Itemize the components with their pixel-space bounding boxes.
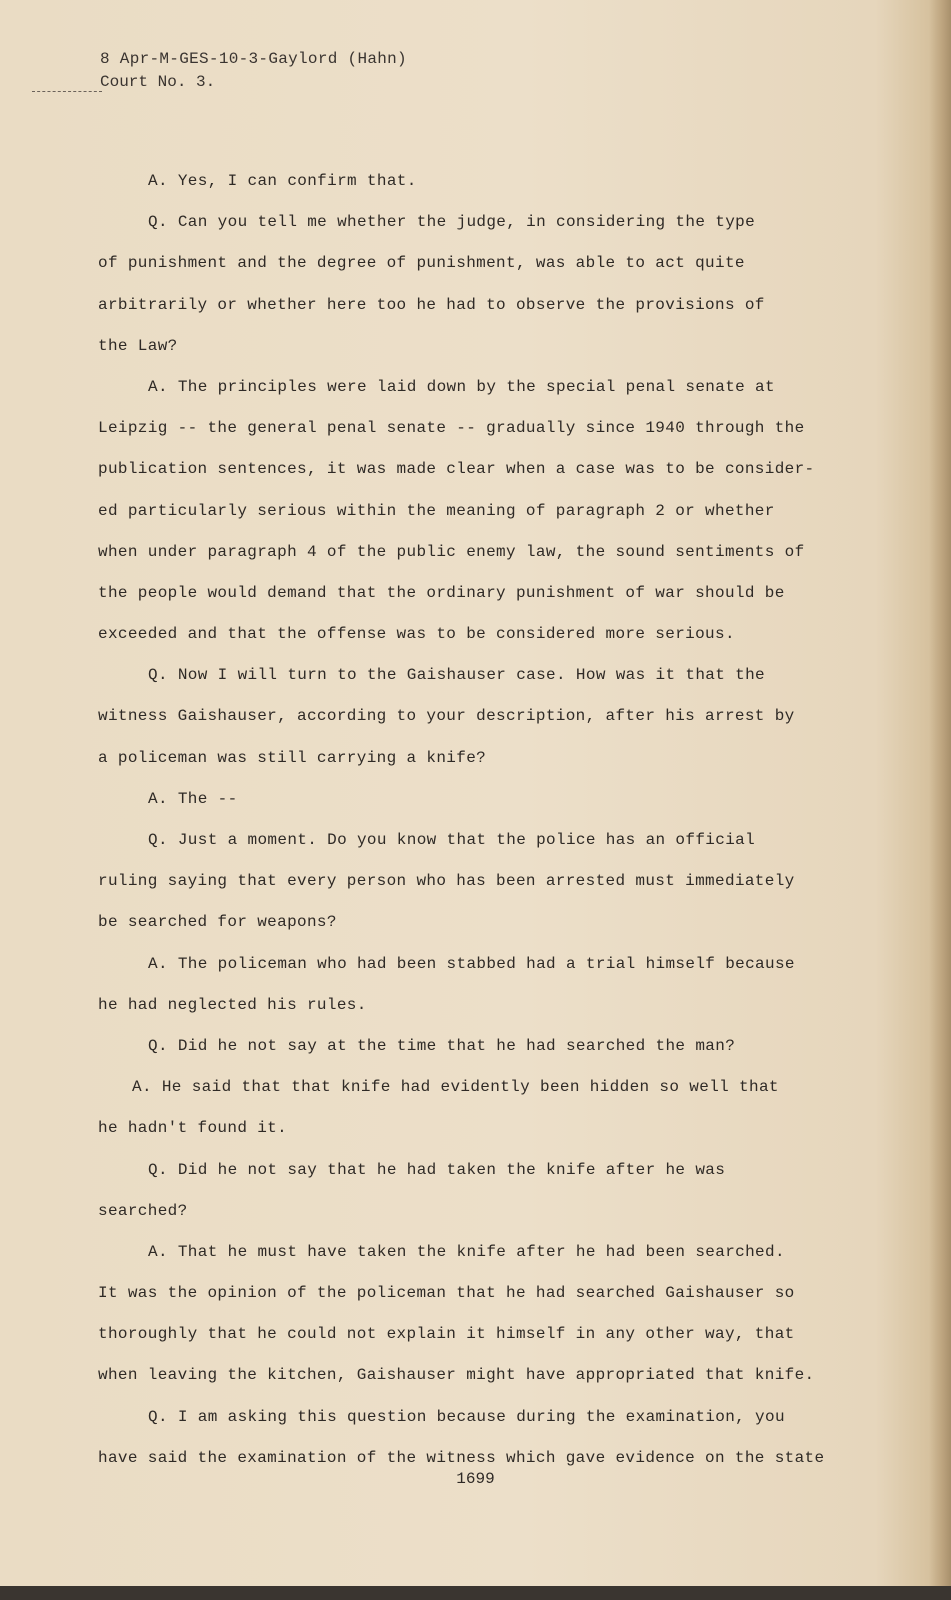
- transcript-line: It was the opinion of the policeman that he had searched Gaishauser so: [98, 1284, 795, 1303]
- transcript-line: publication sentences, it was made clear when a case was to be consider-: [98, 460, 815, 479]
- transcript-line: have said the examination of the witness which gave evidence on the state: [98, 1448, 825, 1467]
- transcript-line: ruling saying that every person who has been arrested must immediately: [98, 872, 795, 891]
- transcript-line: A. That he must have taken the knife after he had been searched.: [148, 1242, 785, 1261]
- transcript-line: A. Yes, I can confirm that.: [148, 172, 417, 190]
- transcript-line: he had neglected his rules.: [98, 995, 367, 1014]
- transcript-line: he hadn't found it.: [98, 1119, 288, 1138]
- transcript-line: witness Gaishauser, according to your description, after his arrest by: [98, 707, 795, 726]
- page-edge-shadow: [929, 0, 951, 1600]
- transcript-line: Q. I am asking this question because during the examination, you: [148, 1407, 785, 1426]
- transcript-line: thoroughly that he could not explain it himself in any other way, that: [98, 1325, 795, 1344]
- transcript-line: A. The principles were laid down by the special penal senate at: [148, 377, 775, 396]
- transcript-line: A. He said that that knife had evidently been hidden so well that: [132, 1078, 779, 1097]
- transcript-line: when under paragraph 4 of the public enemy law, the sound sentiments of: [98, 542, 805, 561]
- transcript-line: ed particularly serious within the meaning of paragraph 2 or whether: [98, 501, 775, 520]
- scan-bottom-border: [0, 1586, 951, 1600]
- transcript-line: exceeded and that the offense was to be considered more serious.: [98, 625, 735, 644]
- transcript-body: [98, 161, 840, 1479]
- transcript-line: a policeman was still carrying a knife?: [98, 748, 487, 767]
- transcript-line: Q. Can you tell me whether the judge, in considering the type: [148, 213, 756, 232]
- transcript-line: searched?: [98, 1201, 188, 1220]
- transcript-line: Q. Just a moment. Do you know that the police has an official: [148, 831, 756, 849]
- transcript-line: Q. Did he not say that he had taken the knife after he was: [148, 1160, 726, 1179]
- transcript-line: Q. Did he not say at the time that he had searched the man?: [148, 1036, 736, 1055]
- document-header-line2: Court No. 3.: [100, 73, 216, 91]
- transcript-line: A. The --: [148, 789, 238, 808]
- document-header-line1: 8 Apr-M-GES-10-3-Gaylord (Hahn): [100, 50, 407, 68]
- transcript-line: be searched for weapons?: [98, 913, 337, 932]
- transcript-line: the people would demand that the ordinary punishment of war should be: [98, 583, 785, 602]
- transcript-line: Leipzig -- the general penal senate -- gradually since 1940 through the: [98, 419, 805, 438]
- transcript-line: of punishment and the degree of punishment, was able to act quite: [98, 254, 745, 273]
- transcript-line: when leaving the kitchen, Gaishauser might have appropriated that knife.: [98, 1366, 815, 1385]
- transcript-line: Q. Now I will turn to the Gaishauser case. How was it that the: [148, 666, 765, 685]
- page-number: 1699: [456, 1470, 495, 1488]
- transcript-line: the Law?: [98, 336, 178, 355]
- header-dash-rule: [32, 91, 102, 92]
- transcript-line: A. The policeman who had been stabbed had a trial himself because: [148, 954, 795, 973]
- transcript-line: arbitrarily or whether here too he had to observe the provisions of: [98, 295, 765, 314]
